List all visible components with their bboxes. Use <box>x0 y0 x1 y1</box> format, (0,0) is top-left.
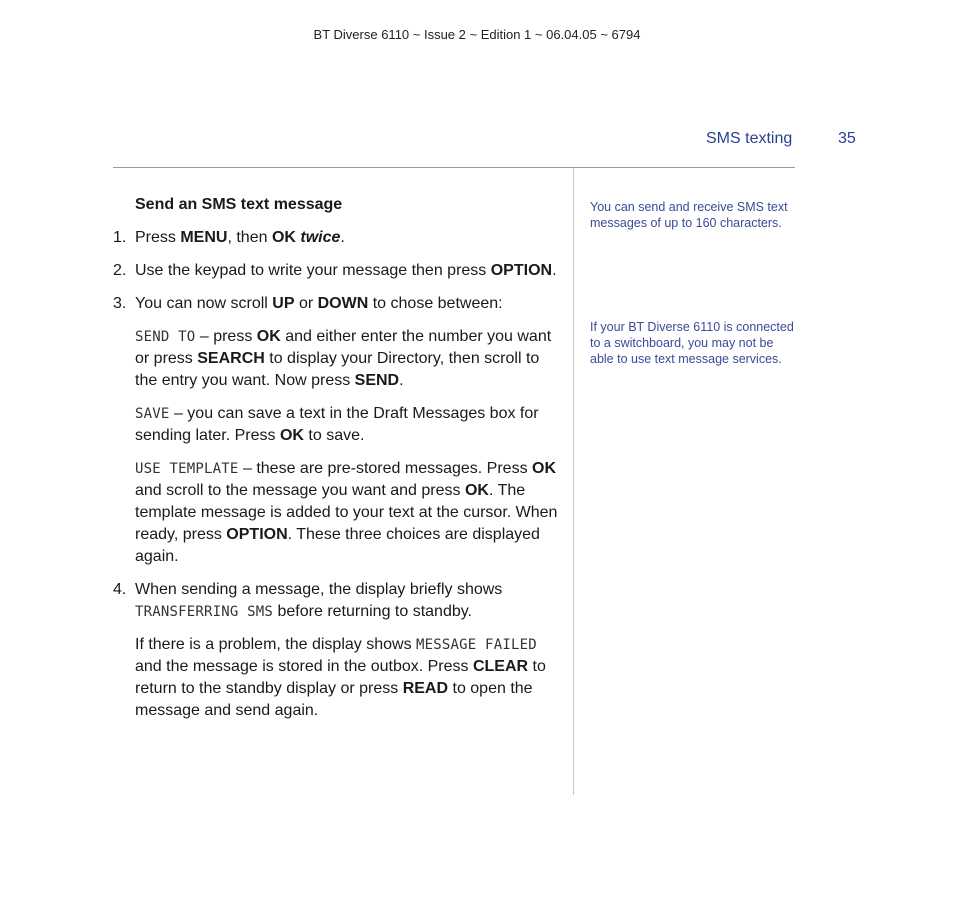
step-text: or <box>294 295 318 312</box>
para-text: to display your Directory, then scroll to the entry you want. Now press <box>135 350 540 389</box>
para-text: – press <box>195 328 257 345</box>
main-content <box>113 194 561 733</box>
key-label: OK <box>271 229 296 246</box>
para-text: . The template message is added to your text at the cursor. When ready, press <box>135 482 558 543</box>
step-text: . <box>340 229 345 246</box>
display-text: USE TEMPLATE <box>135 461 239 477</box>
step-text: Press <box>135 229 181 246</box>
step-number: 3. <box>113 295 127 312</box>
emphasis-text: twice <box>300 229 341 246</box>
key-label: OPTION <box>490 262 553 279</box>
para-text: and scroll to the message you want and press <box>135 482 465 499</box>
problem-paragraph <box>135 634 561 722</box>
key-label: SEARCH <box>197 350 265 367</box>
step-text: , then <box>227 229 272 246</box>
key-label: DOWN <box>317 295 369 312</box>
para-text: to save. <box>303 427 365 444</box>
key-label: OK <box>279 427 304 444</box>
display-text: MESSAGE FAILED <box>416 637 537 653</box>
key-label: SEND <box>354 372 400 389</box>
option-save <box>135 403 561 447</box>
step-text: You can now scroll <box>135 295 273 312</box>
step-text: . <box>552 262 557 279</box>
para-text: If there is a problem, the display shows <box>135 636 417 653</box>
para-text: – you can save a text in the Draft Messages box for sending later. Press <box>135 405 539 444</box>
key-label: OK <box>532 460 557 477</box>
key-label: OK <box>464 482 489 499</box>
para-text: . These three choices are displayed again. <box>135 526 540 565</box>
key-label: READ <box>402 680 449 697</box>
document-header: BT Diverse 6110 ~ Issue 2 ~ Edition 1 ~ 06.04.05 ~ 6794 <box>313 27 641 42</box>
step-2 <box>113 260 561 282</box>
para-text: and either enter the number you want or press <box>135 328 552 367</box>
section-title: SMS texting <box>706 130 793 147</box>
sidebar-note-switchboard: If your BT Diverse 6110 is connected to a switchboard, you may not be able to use text message services. <box>590 320 794 366</box>
step-text: When sending a message, the display briefly shows <box>135 581 503 598</box>
display-text: TRANSFERRING SMS <box>135 604 274 620</box>
step-1 <box>113 227 561 249</box>
para-text: and the message is stored in the outbox. Press <box>135 658 473 675</box>
step-number: 1. <box>113 229 127 246</box>
step-4 <box>113 579 561 623</box>
step-text: Use the keypad to write your message then press <box>135 262 491 279</box>
display-text: SEND TO <box>135 329 196 345</box>
horizontal-rule <box>113 167 795 168</box>
step-number: 2. <box>113 262 127 279</box>
step-3 <box>113 293 561 315</box>
section-heading: Send an SMS text message <box>135 196 343 213</box>
para-text: – these are pre-stored messages. Press <box>238 460 533 477</box>
para-text: to return to the standby display or press <box>135 658 546 697</box>
key-label: OK <box>256 328 281 345</box>
step-text: before returning to standby. <box>273 603 472 620</box>
display-text: SAVE <box>135 406 170 422</box>
page-number: 35 <box>838 130 856 147</box>
column-divider <box>573 168 574 795</box>
option-use-template <box>135 458 561 568</box>
key-label: UP <box>272 295 295 312</box>
sidebar-note-sms-length: You can send and receive SMS text messages of up to 160 characters. <box>590 200 788 230</box>
option-send-to <box>135 326 561 392</box>
step-text: to chose between: <box>368 295 503 312</box>
para-text: to open the message and send again. <box>135 680 533 719</box>
key-label: MENU <box>180 229 228 246</box>
key-label: CLEAR <box>472 658 529 675</box>
step-number: 4. <box>113 581 127 598</box>
key-label: OPTION <box>226 526 288 543</box>
para-text: . <box>399 372 404 389</box>
